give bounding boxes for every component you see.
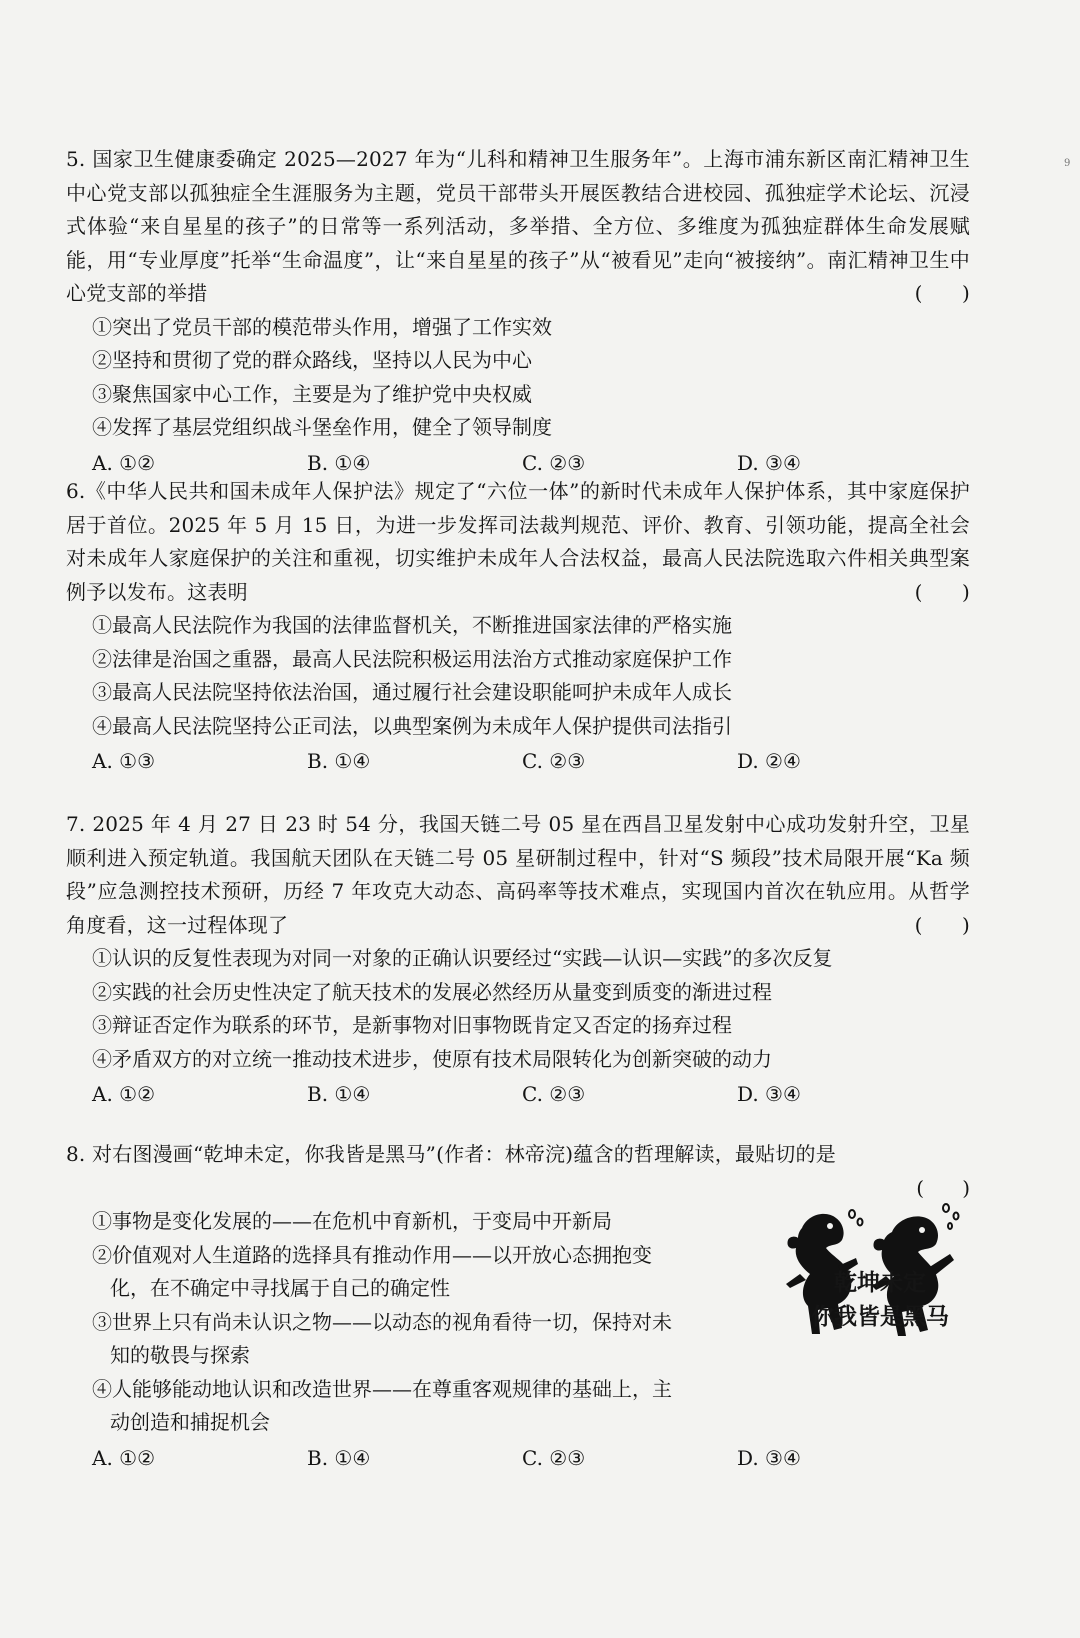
choice-c: C. ②③ bbox=[522, 1445, 586, 1470]
choice-b: B. ①④ bbox=[307, 749, 371, 773]
question-stem bbox=[66, 1138, 970, 1172]
question-7 bbox=[66, 808, 970, 1112]
question-stem bbox=[66, 475, 970, 609]
choice-b: B. ①④ bbox=[307, 450, 371, 475]
question-text: 8. 对右图漫画“乾坤未定，你我皆是黑马”(作者：林帝浣)蕴含的哲理解读，最贴切的是 bbox=[66, 1142, 836, 1166]
option-item: ②价值观对人生道路的选择具有推动作用——以开放心态拥抱变 bbox=[92, 1242, 652, 1267]
option-item: ②法律是治国之重器，最高人民法院积极运用法治方式推动家庭保护工作 bbox=[92, 646, 732, 671]
answer-choices bbox=[66, 1440, 970, 1476]
answer-parentheses: ( ) bbox=[914, 579, 970, 604]
option-continuation: 动创造和捕捉机会 bbox=[110, 1410, 270, 1434]
answer-choices bbox=[66, 1076, 970, 1112]
choice-d: D. ②④ bbox=[737, 749, 801, 773]
question-text: 6.《中华人民共和国未成年人保护法》规定了“六位一体”的新时代未成年人保护体系，其中家庭保护居于首位。2025 年 5 月 15 日，为进一步发挥司法裁判规范、评价、教育、引领功能，提高全社会对未成年人家庭保护的关注和重视，切实维护未成年人合法权益，最高人民法院选取六件相关典型案例予以发布。这表明 bbox=[66, 479, 970, 604]
question-5 bbox=[66, 143, 970, 481]
choice-d: D. ③④ bbox=[737, 1445, 801, 1470]
cartoon-caption-line1: 乾坤未定 bbox=[834, 1270, 926, 1296]
answer-parentheses: ( ) bbox=[914, 912, 970, 937]
option-item: ①事物是变化发展的——在危机中育新机，于变局中开新局 bbox=[92, 1209, 612, 1233]
choice-c: C. ②③ bbox=[522, 749, 586, 773]
question-stem bbox=[66, 143, 970, 311]
choice-b: B. ①④ bbox=[307, 1082, 371, 1106]
option-item: ①认识的反复性表现为对同一对象的正确认识要经过“实践—认识—实践”的多次反复 bbox=[92, 946, 833, 970]
option-item: ③辩证否定作为联系的环节，是新事物对旧事物既肯定又否定的扬弃过程 bbox=[92, 1013, 732, 1037]
answer-parentheses: ( ) bbox=[916, 1175, 970, 1200]
choice-a: A. ①② bbox=[92, 450, 156, 475]
choice-b: B. ①④ bbox=[307, 1445, 371, 1470]
choice-a: A. ①③ bbox=[92, 749, 156, 773]
choice-d: D. ③④ bbox=[737, 1082, 801, 1106]
question-6 bbox=[66, 475, 970, 779]
option-item: ③聚焦国家中心工作，主要是为了维护党中央权威 bbox=[92, 381, 532, 406]
choice-d: D. ③④ bbox=[737, 450, 801, 475]
question-text: 7. 2025 年 4 月 27 日 23 时 54 分，我国天链二号 05 星在西昌卫星发射中心成功发射升空，卫星顺利进入预定轨道。我国航天团队在天链二号 05 星研制过程中，针对“S 频段”技术局限开展“Ka 频段”应急测控技术预研，历经 7 年攻克大动态、高码率等技术难点，实现国内首次在轨应用。从哲学角度看，这一过程体现了 bbox=[66, 812, 970, 937]
answer-parentheses: ( ) bbox=[914, 281, 970, 305]
option-item: ②实践的社会历史性决定了航天技术的发展必然经历从量变到质变的渐进过程 bbox=[92, 979, 772, 1004]
option-item: ④发挥了基层党组织战斗堡垒作用，健全了领导制度 bbox=[92, 415, 552, 439]
option-item: ②坚持和贯彻了党的群众路线，坚持以人民为中心 bbox=[92, 348, 532, 372]
question-text: 5. 国家卫生健康委确定 2025—2027 年为“儿科和精神卫生服务年”。上海市浦东新区南汇精神卫生中心党支部以孤独症全生涯服务为主题，党员干部带头开展医教结合进校园、孤独症学术论坛、沉浸式体验“来自星星的孩子”的日常等一系列活动，多举措、全方位、多维度为孤独症群体生命发展赋能，用“专业厚度”托举“生命温度”，让“来自星星的孩子”从“被看见”走向“被接纳”。南汇精神卫生中心党支部的举措 bbox=[66, 147, 970, 305]
option-continuation: 化，在不确定中寻找属于自己的确定性 bbox=[110, 1276, 450, 1300]
option-item: ④人能够能动地认识和改造世界——在尊重客观规律的基础上，主 bbox=[92, 1376, 672, 1401]
cartoon-caption-line2: 你我皆是黑马 bbox=[811, 1304, 949, 1330]
side-mark: 9 bbox=[1064, 158, 1071, 169]
answer-choices bbox=[66, 743, 970, 779]
option-list bbox=[66, 1205, 756, 1440]
option-item: ④最高人民法院坚持公正司法，以典型案例为未成年人保护提供司法指引 bbox=[92, 713, 732, 738]
option-item: ④矛盾双方的对立统一推动技术进步，使原有技术局限转化为创新突破的动力 bbox=[92, 1046, 772, 1071]
choice-a: A. ①② bbox=[92, 1082, 156, 1106]
option-item: ①最高人民法院作为我国的法律监督机关，不断推进国家法律的严格实施 bbox=[92, 613, 732, 637]
option-item: ③世界上只有尚未认识之物——以动态的视角看待一切，保持对未 bbox=[92, 1309, 672, 1334]
option-item: ①突出了党员干部的模范带头作用，增强了工作实效 bbox=[92, 314, 552, 339]
choice-c: C. ②③ bbox=[522, 1082, 586, 1106]
choice-c: C. ②③ bbox=[522, 450, 586, 475]
choice-a: A. ①② bbox=[92, 1445, 156, 1470]
option-continuation: 知的敬畏与探索 bbox=[110, 1343, 250, 1367]
question-stem bbox=[66, 808, 970, 942]
option-item: ③最高人民法院坚持依法治国，通过履行社会建设职能呵护未成年人成长 bbox=[92, 680, 732, 704]
